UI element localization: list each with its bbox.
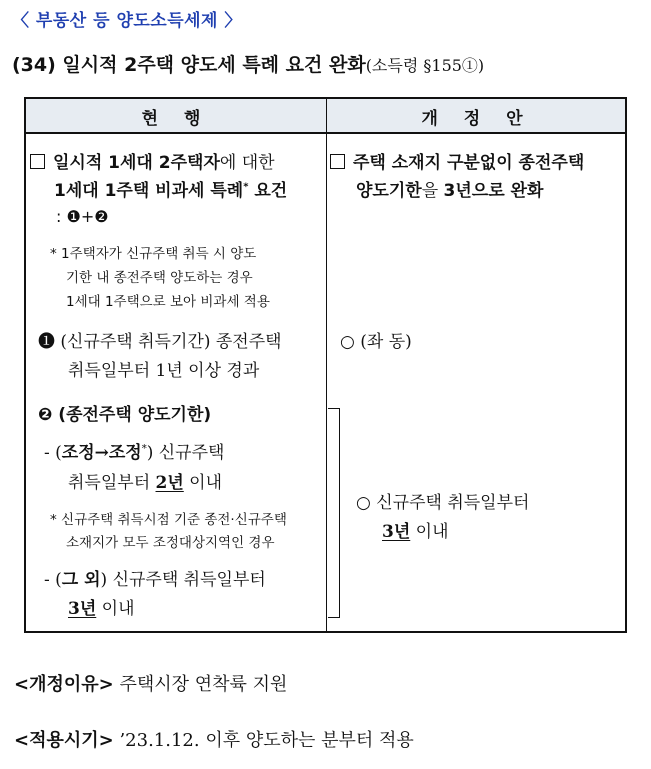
current-lead-line1: 일시적 1세대 2주택자에 대한 (30, 148, 275, 173)
section-title: 〈 부동산 등 양도소득세제 〉 (12, 11, 242, 31)
condition2b-line1: - (그 외) 신규주택 취득일부터 (44, 570, 266, 590)
note2-line2: 소재지가 모두 조정대상지역인 경우 (66, 535, 275, 551)
note1-line1: * 1주택자가 신규주택 취득 시 양도 (50, 246, 257, 262)
reason-line (14, 670, 287, 696)
column-divider (326, 99, 327, 631)
checkbox-square-icon (330, 154, 345, 169)
reason-text: 주택시장 연착륙 지원 (119, 674, 288, 695)
current-lead-line2: 1세대 1주택 비과세 특례* 요건 (54, 181, 288, 201)
condition1-line1: ❶ (신규주택 취득기간) 종전주택 (38, 332, 282, 352)
effective-text: ’23.1.12. 이후 양도하는 분부터 적용 (119, 730, 414, 751)
revised-new-line2: 3년 이내 (382, 522, 449, 542)
note2-line1: * 신규주택 취득시점 기준 종전·신규주택 (50, 512, 287, 528)
header-current: 현 행 (141, 109, 211, 129)
effective-line (14, 726, 414, 752)
checkbox-square-icon (30, 154, 45, 169)
revised-new-line1: ○ 신규주택 취득일부터 (356, 493, 530, 513)
header-revised: 개 정 안 (421, 109, 533, 129)
condition1-line2: 취득일부터 1년 이상 경과 (68, 361, 260, 381)
current-lead-line3: : ❶+❷ (56, 207, 109, 226)
condition2b-line2: 3년 이내 (68, 599, 135, 619)
reason-label: <개정이유> (14, 674, 114, 695)
revised-same: ○ (좌 동) (340, 332, 412, 352)
revised-lead-line1: 주택 소재지 구분없이 종전주택 (330, 148, 584, 173)
revised-lead-line2: 양도기한을 3년으로 완화 (356, 181, 544, 201)
condition2a-line1: - (조정→조정*) 신규주택 (44, 443, 225, 463)
item-title-text: (34) 일시적 2주택 양도세 특례 요건 완화 (12, 54, 366, 76)
note1-line2: 기한 내 종전주택 양도하는 경우 (66, 270, 253, 286)
condition2-title: ❷ (종전주택 양도기한) (38, 405, 212, 425)
revised-bracket (328, 408, 340, 618)
law-reference: (소득령 §155①) (365, 56, 485, 75)
item-title (12, 50, 484, 77)
effective-label: <적용시기> (14, 730, 114, 751)
condition2a-line2: 취득일부터 2년 이내 (68, 473, 223, 493)
note1-line3: 1세대 1주택으로 보아 비과세 적용 (66, 294, 270, 310)
